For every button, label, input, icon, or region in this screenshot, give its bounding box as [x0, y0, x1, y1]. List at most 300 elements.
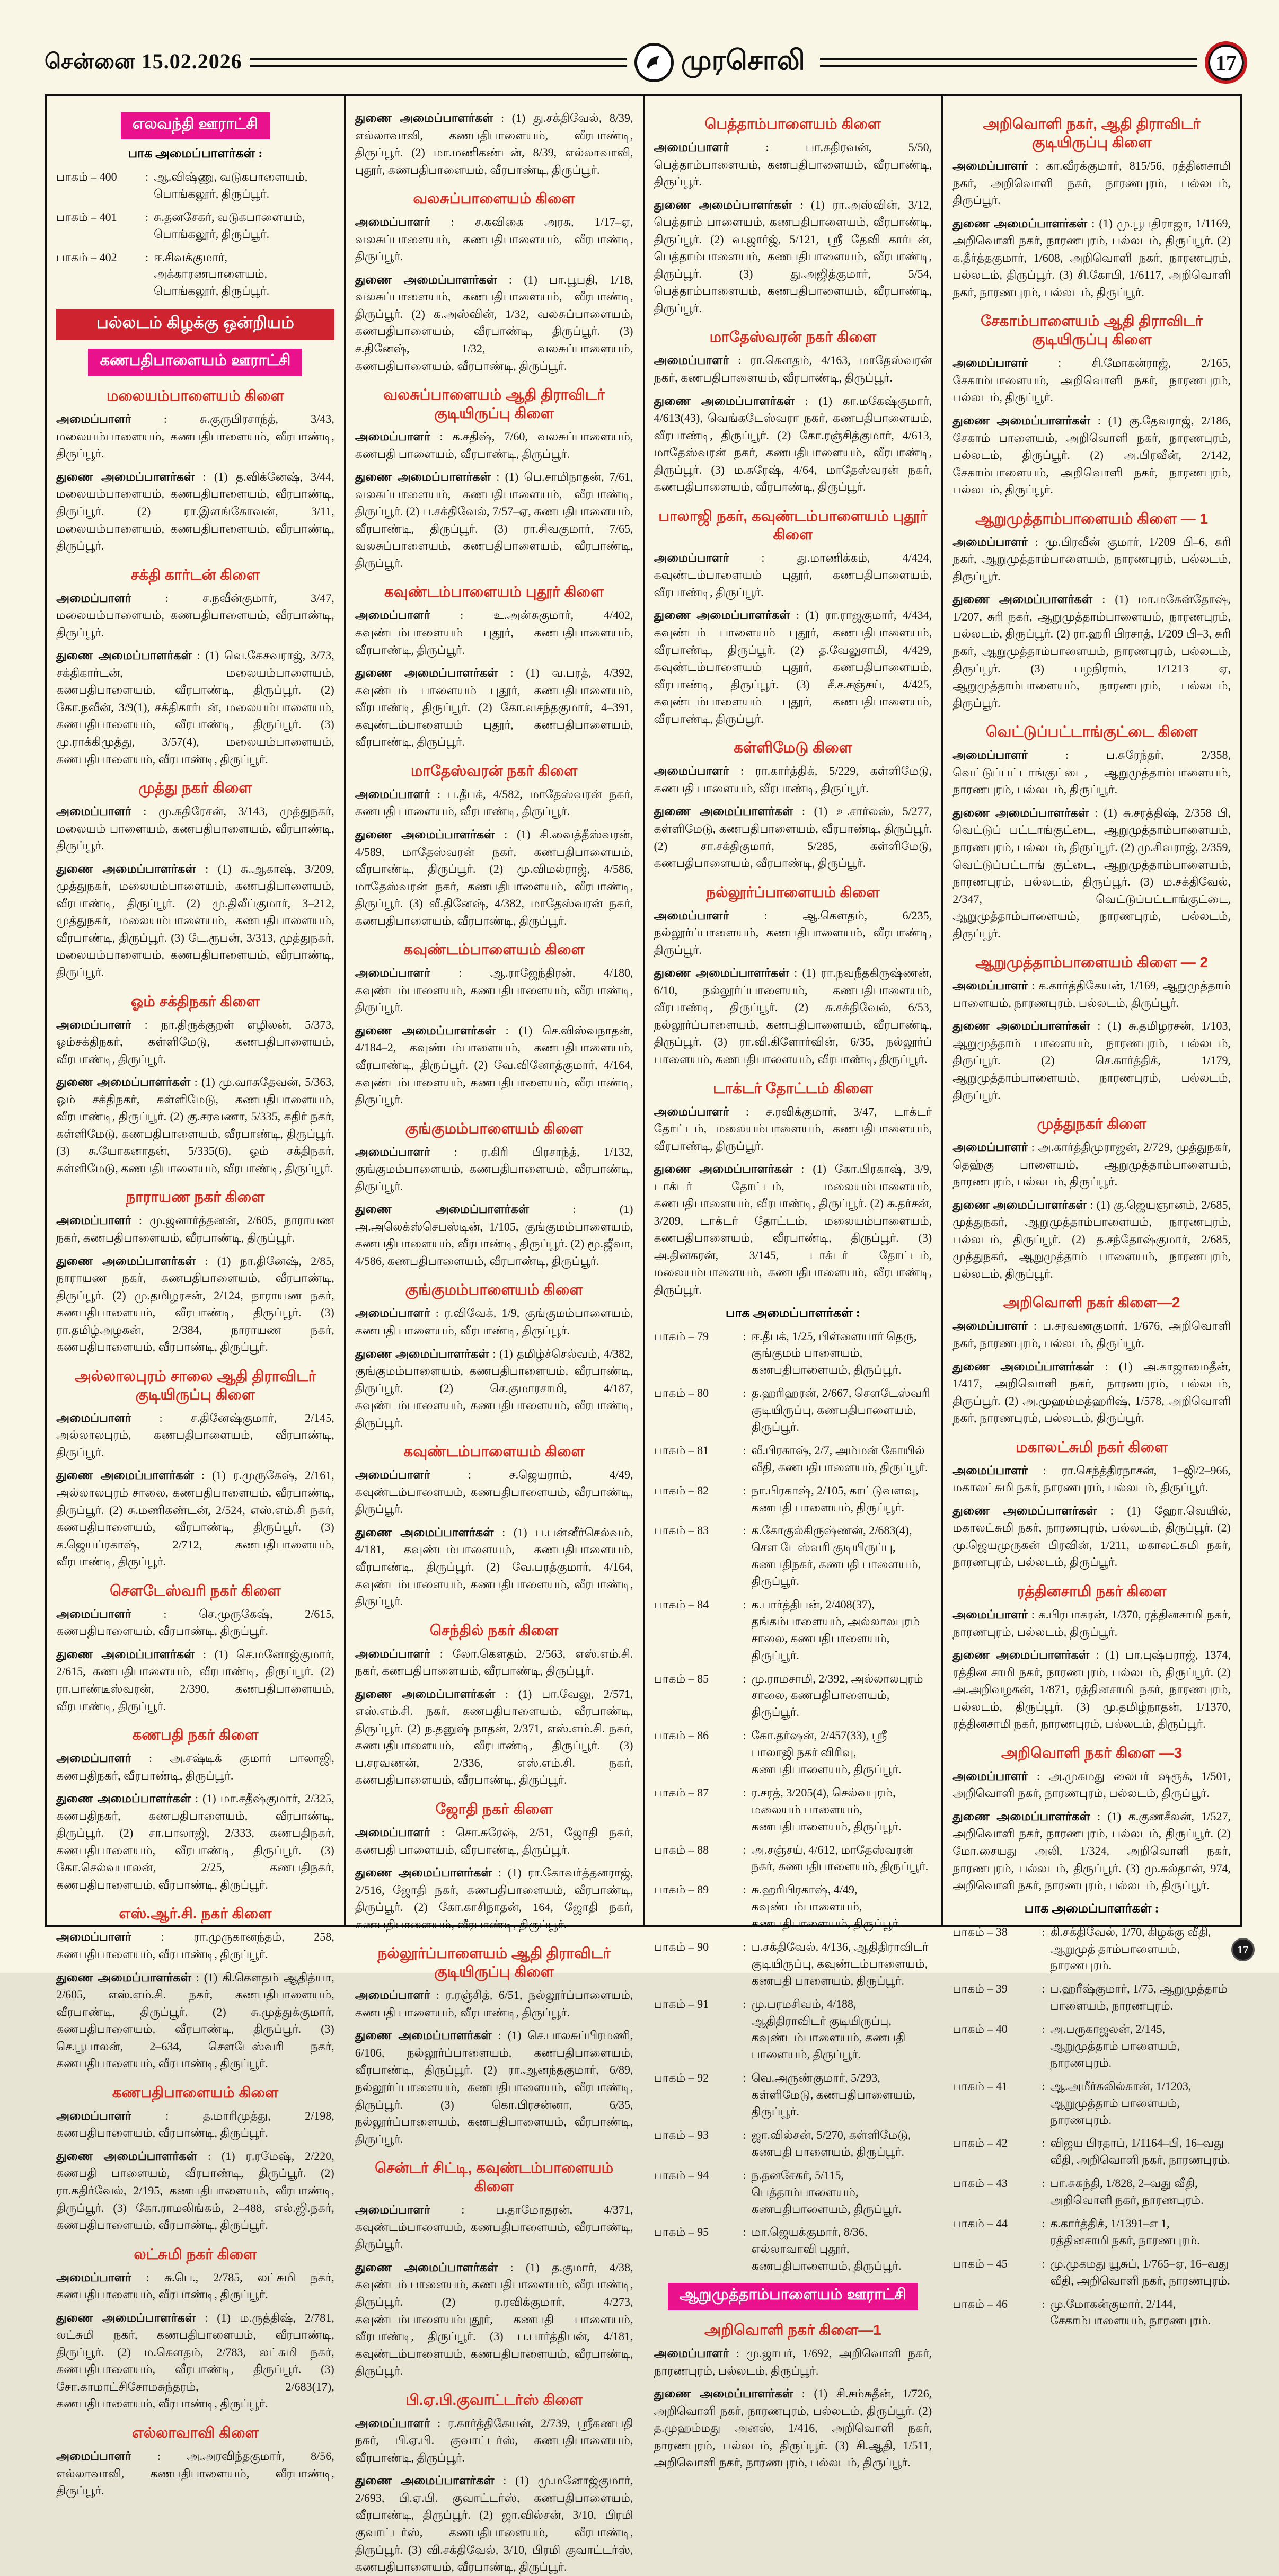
- officer-paragraph: [355, 1143, 633, 1196]
- officer-paragraph: [952, 1358, 1231, 1427]
- officer-details: : (1) சி.வைத்தீஸ்வரன், 4/589, மாதேஸ்வரன் நகர், கணபதிபாளையம், வீரபாண்டி, திருப்பூர். (2) மு.விமல்ராஜ், 4/586, மாதேஸ்வரன் நகர், கணபதிபாளையம், வீரபாண்டி, திருப்பூர். (3) வீ.தினேஷ், 4/382, மாதேஸ்வரன் நகர், கணபதிபாளையம், வீரபாண்டி, திருப்பூர்.: [355, 827, 633, 927]
- ward-number: பாகம் – 44: [952, 2217, 1008, 2230]
- branch-heading: குங்குமம்பாளையம் கிளை: [405, 1281, 583, 1298]
- officer-role-label: அமைப்பாளர்: [56, 1411, 131, 1424]
- ward-organiser-details: கோ.தர்ஷன், 2/457(33), ஸ்ரீ பாலாஜி நகர் விரிவு, கணபதிபாளையம், திருப்பூர்.: [751, 1729, 902, 1776]
- officer-role-label: துணை அமைப்பாளர்கள்: [952, 216, 1088, 230]
- ward-number: பாகம் – 46: [952, 2297, 1008, 2311]
- branch-heading: மலையம்பாளையம் கிளை: [106, 387, 284, 404]
- officer-role-label: துணை அமைப்பாளர்கள்: [355, 2474, 495, 2488]
- officer-role-label: அமைப்பாளர்: [654, 140, 729, 154]
- ward-organiser-details: கி.சக்திவேல், 1/70, கிழக்கு வீதி, ஆறுமுத் தாம்பாளையம், நாரணபுரம்.: [1050, 1925, 1211, 1972]
- officer-details: : மு.கதிரேசன், 3/143, முத்துநகர், மலையம் பாளையம், கணபதிபாளையம், வீரபாண்டி, திருப்பூர்.: [56, 804, 334, 853]
- ward-number: பாகம் – 86: [654, 1729, 709, 1742]
- branch-heading: வலசுப்பாளையம் ஆதி திராவிடர் குடியிருப்பு கிளை: [383, 386, 605, 422]
- ward-organiser-row: [654, 1596, 932, 1664]
- officer-details: : (1) ர.முருகேஷ், 2/161, அல்லாலபுரம் சாலை, கணபதிபாளையம், வீரபாண்டி, திருப்பூர். (2) சு.மணிகண்டன், 2/524, எஸ்.எம்.சி நகர், கணபதிபாளையம், வீரபாண்டி, திருப்பூர். (3) க.ஜெயப்ரகாஷ், 2/712, கணபதிபாளையம், வீரபாண்டி, திருப்பூர்.: [56, 1468, 334, 1569]
- ward-organiser-row: [654, 1727, 932, 1778]
- ward-organiser-row: [654, 1482, 932, 1516]
- officer-role-label: துணை அமைப்பாளர்கள்: [355, 272, 497, 286]
- officer-details: : மு.பிரவீன் குமார், 1/209 பி–6, சுரி நகர், ஆறுமுத்தாம்பாளையம், நாரணபுரம், பல்லடம், திருப்பூர்.: [952, 535, 1231, 583]
- officer-details: : (1) பெ.சாமிநாதன், 7/61, வலசுப்பாளையம், கணபதிபாளையம், வீரபாண்டி, திருப்பூர். (2) ப.சக்திவேல், 7/57–ஏ, கணபதிபாளையம், வீரபாண்டி, திருப்பூர். (3) ரா.சிவகுமார், 7/65, வலசுப்பாளையம், கணபதிபாளையம், வீரபாண்டி, திருப்பூர்.: [355, 470, 633, 570]
- officer-paragraph: [952, 1462, 1231, 1497]
- officer-paragraph: [355, 1200, 633, 1270]
- officer-paragraph: [56, 2269, 334, 2304]
- ward-organiser-row: [654, 1938, 932, 1989]
- ward-colon: :: [1042, 2022, 1045, 2036]
- ward-number: பாகம் – 92: [654, 2071, 709, 2085]
- officer-details: : ச.தினேஷ்குமார், 2/145, அல்லாலபுரம், கணபதிபாளையம், வீரபாண்டி, திருப்பூர்.: [56, 1411, 334, 1459]
- branch-heading: சேகாம்பாளையம் ஆதி திராவிடர் குடியிருப்பு கிளை: [981, 313, 1203, 348]
- ward-organiser-details: ஈ.சிவக்குமார், அக்காரணபாளையம், பொங்கலூர், திருப்பூர்.: [154, 250, 270, 298]
- officer-details: : உ.அன்சுகுமார், 4/402, கவுண்டம்பாளையம் புதூர், கணபதிபாளையம், வீரபாண்டி, திருப்பூர்.: [355, 608, 633, 657]
- branch-heading: நல்லூர்ப்பாளையம் கிளை: [706, 883, 880, 900]
- officer-details: : ஆ.ராஜேந்திரன், 4/180, கவுண்டம்பாளையம், கணபதிபாளையம், வீரபாண்டி, திருப்பூர்.: [355, 966, 633, 1014]
- officer-details: : ரா.கார்த்திக், 5/229, கள்ளிமேடு, கணபதி பாளையம், வீரபாண்டி, திருப்பூர்.: [654, 764, 932, 795]
- officer-role-label: அமைப்பாளர்: [56, 2270, 131, 2284]
- officer-paragraph: [56, 802, 334, 855]
- officer-role-label: துணை அமைப்பாளர்கள்: [355, 1866, 492, 1880]
- officer-paragraph: [952, 1502, 1231, 1571]
- officer-details: : ரா.கௌதம், 4/163, மாதேஸ்வரன் நகர், கணபதிபாளையம், வீரபாண்டி, திருப்பூர்.: [654, 353, 932, 385]
- officer-paragraph: [56, 1928, 334, 1963]
- ward-organiser-details: மு.பரமசிவம், 4/188, ஆதிதிராவிடர் குடியிருப்பு, கவுண்டம்பாளையம், கணபதி பாளையம், திருப்பூர்.: [751, 1997, 906, 2061]
- ward-colon: :: [743, 2168, 746, 2182]
- ward-colon: :: [743, 1483, 746, 1497]
- murasoli-logo-icon: [634, 43, 674, 82]
- officer-details: : (1) செ.மனோஜ்குமார், 2/615, கணபதிபாளையம், வீரபாண்டி, திருப்பூர். (2) ரா.பாண்டீஸ்வரன், 2/390, கணபதிபாளையம், வீரபாண்டி, திருப்பூர்.: [56, 1647, 334, 1713]
- officer-paragraph: [56, 1605, 334, 1640]
- branch-heading: நாராயண நகர் கிளை: [126, 1189, 265, 1206]
- officer-paragraph: [56, 1466, 334, 1570]
- branch-heading: ஆறுமுத்தாம்பாளையம் கிளை — 1: [975, 510, 1209, 527]
- officer-role-label: துணை அமைப்பாளர்கள்: [952, 1019, 1090, 1033]
- officer-paragraph: [355, 2259, 633, 2380]
- branch-heading: சென்டர் சிட்டி, கவுண்டம்பாளையம் கிளை: [375, 2159, 614, 2195]
- ward-organiser-details: ஈ.தீபக், 1/25, பிள்ளையார் தெரு, குங்குமம் பாளையம், கணபதிபாளையம், திருப்பூர்.: [751, 1329, 917, 1377]
- officer-role-label: துணை அமைப்பாளர்கள்: [654, 198, 792, 211]
- officer-role-label: அமைப்பாளர்: [355, 787, 430, 801]
- officer-role-label: துணை அமைப்பாளர்கள்: [952, 1198, 1087, 1211]
- officer-details: : பா.கதிரவன், 5/50, பெத்தாம்பாளையம், கணபதிபாளையம், வீரபாண்டி, திருப்பூர்.: [654, 140, 932, 189]
- officer-paragraph: [952, 412, 1231, 499]
- branch-heading: பி.ஏ.பி.குவாட்டர்ஸ் கிளை: [405, 2391, 583, 2408]
- officer-paragraph: [355, 213, 633, 265]
- officer-role-label: துணை அமைப்பாளர்கள்: [654, 608, 790, 622]
- ward-organiser-details: அ.சஞ்சய், 4/612, மாதேஸ்வரன் நகர், கணபதிபாளையம், திருப்பூர்.: [751, 1843, 929, 1873]
- officer-details: : (1) கோ.பிரகாஷ், 3/9, டாக்டர் தோட்டம், மலையம்பாளையம், கணபதிபாளையம், வீரபாண்டி, திருப்பூர். (2) சு.தர்சன், 3/209, டாக்டர் தோட்டம், மலையம்பாளையம், கணபதிபாளையம், வீரபாண்டி, திருப்பூர். (3) அ.தினகரன், 3/145, டாக்டர் தோட்டம், மலையம்பாளையம், கணபதிபாளையம், வீரபாண்டி, திருப்பூர்.: [654, 1162, 932, 1296]
- ward-organiser-details: வெ.அருண்குமார், 5/293, கள்ளிமேடு, கணபதிபாளையம், திருப்பூர்.: [751, 2071, 915, 2119]
- officer-paragraph: [56, 2147, 334, 2234]
- branch-heading: அல்லாலபுரம் சாலை ஆதி திராவிடர் குடியிருப்பு கிளை: [74, 1367, 316, 1403]
- branch-heading: எஸ்.ஆர்.சி. நகர் கிளை: [119, 1905, 272, 1922]
- ward-number: பாகம் – 400: [56, 170, 117, 183]
- branch-heading: கவுண்டம்பாளையம் கிளை: [403, 1443, 585, 1460]
- ward-colon: :: [145, 210, 149, 224]
- officer-details: : (1) து.சக்திவேல், 8/39, எல்லாவாவி, கணபதிபாளையம், வீரபாண்டி, திருப்பூர். (2) மா.மணிகண்டன், 8/39, எல்லாவாவி, புதூர், கணபதிபாளையம், வீரபாண்டி, திருப்பூர்.: [355, 111, 633, 176]
- ward-organiser-details: ப.சக்திவேல், 4/136, ஆதிதிராவிடர் குடியிருப்பு, கவுண்டம்பாளையம், கணபதி பாளையம், திருப்பூர்.: [751, 1940, 929, 1987]
- officer-paragraph: [654, 196, 932, 317]
- officer-paragraph: [654, 907, 932, 959]
- officer-role-label: அமைப்பாளர்: [952, 979, 1028, 993]
- officer-details: : (1) உ.சார்லஸ், 5/277, கள்ளிமேடு, கணபதிபாளையம், வீரபாண்டி, திருப்பூர். (2) சா.சக்திகுமார், 5/285, கள்ளிமேடு, கணபதிபாளையம், வீரபாண்டி, திருப்பூர்.: [654, 804, 932, 870]
- officer-paragraph: [355, 2026, 633, 2148]
- branch-heading: மாதேஸ்வரன் நகர் கிளை: [410, 762, 578, 779]
- officer-paragraph: [355, 1304, 633, 1339]
- officer-paragraph: [56, 1073, 334, 1177]
- officer-details: : (1) செ.விஸ்வநாதன், 4/184–2, கவுண்டம்பாளையம், கணபதிபாளையம், வீரபாண்டி, திருப்பூர். (2) வே.வினோத்குமார், 4/164, கவுண்டம்பாளையம், கணபதிபாளையம், வீரபாண்டி, திருப்பூர்.: [355, 1023, 633, 1106]
- officer-details: : ப.தாமோதரன், 4/371, கவுண்டம்பாளையம், கணபதிபாளையம், வீரபாண்டி, திருப்பூர்.: [355, 2203, 633, 2251]
- officer-paragraph: [56, 860, 334, 981]
- ward-organiser-row: [56, 209, 334, 243]
- officer-role-label: துணை அமைப்பாளர்கள்: [56, 1792, 191, 1805]
- officer-paragraph: [355, 2414, 633, 2467]
- officer-details: : மு.ஜாபர், 1/692, அறிவொளி நகர், நாரணபுரம், பல்லடம், திருப்பூர்.: [654, 2347, 932, 2377]
- ward-organiser-details: ப.ஹரீஷ்குமார், 1/75, ஆறுமுத்தாம் பாளையம், நாரணபுரம்.: [1050, 1982, 1228, 2013]
- officer-details: : (1) வ.பரத், 4/392, கவுண்டம் பாளையம் புதூர், கணபதிபாளையம், வீரபாண்டி, திருப்பூர். (2) கோ.வசந்தகுமார், 4–391, கவுண்டம்பாளையம் புதூர், கணபதிபாளையம், வீரபாண்டி, திருப்பூர்.: [355, 666, 633, 749]
- officer-details: : சி.மோகன்ராஜ், 2/165, சேகாம்பாளையம், அறிவொளி நகர், நாரணபுரம், பல்லடம், திருப்பூர்.: [952, 356, 1231, 404]
- officer-paragraph: [654, 1103, 932, 1155]
- officer-paragraph: [355, 826, 633, 930]
- ward-colon: :: [1042, 2297, 1045, 2311]
- branch-heading: டாக்டர் தோட்டம் கிளை: [712, 1079, 873, 1096]
- officer-details: : (1) அ.அலெக்ஸ்செபஸ்டின், 1/105, குங்குமம்பாளையம், கணபதிபாளையம், வீரபாண்டி, திருப்பூர். (2) மூ.ஜீவா, 4/586, கணபதிபாளையம், வீரபாண்டி, திருப்பூர்.: [355, 1202, 633, 1268]
- ward-number: பாகம் – 80: [654, 1386, 709, 1400]
- officer-paragraph: [355, 606, 633, 659]
- branch-heading: வெட்டுப்பட்டாங்குட்டை கிளை: [985, 723, 1198, 740]
- officer-details: : சொ.சுரேஷ், 2/51, ஜோதி நகர், கணபதி பாளையம், வீரபாண்டி, திருப்பூர்.: [355, 1826, 633, 1856]
- officer-paragraph: [654, 351, 932, 386]
- branch-heading: கவுண்டம்பாளையம் கிளை: [403, 941, 585, 958]
- officer-details: : செ.முருகேஷ், 2/615, கணபதிபாளையம், வீரபாண்டி, திருப்பூர்.: [56, 1607, 334, 1638]
- officer-details: : (1) செ.பாலசுப்பிரமணி, 6/106, நல்லூர்ப்பாளையம், கணபதிபாளையம், வீரபாண்டி, திருப்பூர். (2) ரா.ஆனந்தகுமார், 6/89, நல்லூர்ப்பாளையம், கணபதிபாளையம், வீரபாண்டி, திருப்பூர். (3) கொ.பிரசன்னா, 6/35, நல்லூர்ப்பாளையம், கணபதிபாளையம், வீரபாண்டி, திருப்பூர்.: [355, 2029, 633, 2146]
- officer-paragraph: [355, 1864, 633, 1933]
- ward-organiser-row: [654, 2167, 932, 2218]
- officer-role-label: அமைப்பாளர்: [56, 591, 131, 605]
- officer-role-label: துணை அமைப்பாளர்கள்: [355, 1023, 496, 1037]
- union-banner: பல்லடம் கிழக்கு ஒன்றியம்: [56, 309, 334, 340]
- branch-heading: குங்குமம்பாளையம் கிளை: [405, 1120, 583, 1137]
- ward-organiser-details: க.கார்த்திக், 1/1391–எ 1, ரத்தினசாமி நகர், நாரணபுரம்.: [1050, 2217, 1200, 2247]
- officer-role-label: துணை அமைப்பாளர்கள்: [654, 966, 789, 980]
- ward-organiser-details: மு.மோகன்குமார், 2/144, சேகாம்பாளையம், நாரணபுரம்.: [1050, 2297, 1211, 2327]
- officer-paragraph: [355, 1986, 633, 2021]
- officer-details: : ர.கார்த்திகேயன், 2/739, ஸ்ரீகணபதி நகர், பி.ஏ.பி. குவாட்டர்ஸ், கணபதிபாளையம், வீரபாண்டி, திருப்பூர்.: [355, 2416, 633, 2464]
- ward-colon: :: [1042, 1982, 1045, 1996]
- officer-details: : (1) கா.மகேஷ்குமார், 4/613(43), வெங்கடேஸ்வரா நகர், கணபதிபாளையம், வீரபாண்டி, திருப்பூர். (2) கோ.ரஞ்சித்குமார், 4/613, மாதேஸ்வரன் நகர், கணபதிபாளையம், வீரபாண்டி, திருப்பூர். (3) ம.சுரேஷ், 4/64, மாதேஸ்வரன் நகர், கணபதிபாளையம், வீரபாண்டி, திருப்பூர்.: [654, 394, 932, 494]
- ward-number: பாகம் – 91: [654, 1997, 709, 2011]
- ward-colon: :: [1042, 2079, 1045, 2093]
- officer-details: : அ.அரவிந்தகுமார், 8/56, எல்லாவாவி, கணபதிபாளையம், வீரபாண்டி, திருப்பூர்.: [56, 2449, 334, 2498]
- officer-details: : (1) ப.பன்னீர்செல்வம், 4/181, கவுண்டம்பாளையம், கணபதிபாளையம், வீரபாண்டி, திருப்பூர். (2) வே.பரத்குமார், 4/164, கவுண்டம்பாளையம், கணபதிபாளையம், வீரபாண்டி, திருப்பூர்.: [355, 1525, 633, 1608]
- panchayat-banner: கணபதிபாளையம் ஊராட்சி: [88, 349, 302, 376]
- officer-details: : ர.ரஞ்சித், 6/51, நல்லூர்ப்பாளையம், கணபதி பாளையம், வீரபாண்டி, திருப்பூர்.: [355, 1988, 633, 2019]
- officer-paragraph: [56, 647, 334, 768]
- ward-number: பாகம் – 43: [952, 2176, 1008, 2190]
- ward-colon: :: [743, 1785, 746, 1799]
- ward-colon: :: [743, 2225, 746, 2239]
- officer-role-label: துணை அமைப்பாளர்கள்: [56, 1254, 196, 1268]
- ward-organiser-row: [56, 169, 334, 202]
- officer-role-label: துணை அமைப்பாளர்கள்: [56, 2311, 196, 2324]
- ward-organiser-row: [654, 2224, 932, 2274]
- officer-paragraph: [355, 964, 633, 1016]
- officer-details: : (1) ரா.கோவர்த்தனராஜ், 2/516, ஜோதி நகர், கணபதிபாளையம், வீரபாண்டி, திருப்பூர். (2) கோ.காசிநாதன், 164, ஜோதி நகர், கணபதிபாளையம், வீரபாண்டி, திருப்பூர்.: [355, 1866, 633, 1931]
- officer-role-label: துணை அமைப்பாளர்கள்: [355, 1525, 494, 1539]
- ward-colon: :: [743, 1940, 746, 1954]
- panchayat-banner: ஆறுமுத்தாம்பாளையம் ஊராட்சி: [668, 2283, 918, 2310]
- officer-role-label: அமைப்பாளர்: [56, 804, 131, 818]
- officer-paragraph: [355, 468, 633, 572]
- officer-role-label: அமைப்பாளர்: [355, 1646, 430, 1660]
- officer-role-label: துணை அமைப்பாளர்கள்: [355, 827, 495, 841]
- officer-details: : அ.முகமது லைபர் ஷரூக், 1/501, அறிவொளி நகர், நாரணபுரம், பல்லடம், திருப்பூர்.: [952, 1769, 1231, 1800]
- branch-heading: ரத்தினசாமி நகர் கிளை: [1017, 1583, 1167, 1599]
- content-columns: [45, 94, 1242, 2574]
- officer-role-label: துணை அமைப்பாளர்கள்: [355, 666, 498, 680]
- officer-paragraph: [56, 2309, 334, 2413]
- officer-role-label: அமைப்பாளர்: [952, 159, 1028, 172]
- officer-paragraph: [654, 138, 932, 191]
- ward-colon: :: [1042, 2256, 1045, 2270]
- header-rule-left: [250, 58, 627, 67]
- ward-organiser-row: [654, 1328, 932, 1379]
- branch-heading: அறிவொளி நகர் கிளை—2: [1003, 1294, 1180, 1311]
- ward-number: பாகம் – 89: [654, 1883, 709, 1897]
- officer-role-label: துணை அமைப்பாளர்கள்: [654, 1162, 793, 1176]
- officer-paragraph: [654, 392, 932, 496]
- section-label: பாக அமைப்பாளர்கள் :: [1024, 1901, 1159, 1916]
- officer-paragraph: [56, 1016, 334, 1068]
- officer-paragraph: [56, 2447, 334, 2500]
- officer-details: : ச.நவீன்குமார், 3/47, மலையம்பாளையம், கணபதிபாளையம், வீரபாண்டி, திருப்பூர்.: [56, 591, 334, 639]
- ward-organiser-row: [952, 2215, 1231, 2249]
- officer-details: : (1) மு.மனோஜ்குமார், 2/693, பி.ஏ.பி. குவாட்டர்ஸ், கணபதிபாளையம், வீரபாண்டி, திருப்பூர். (2) ஜா.வில்சன், 3/10, பிரமி குவாட்டர்ஸ், கணபதிபாளையம், வீரபாண்டி, திருப்பூர். (3) வி.சக்திவேல், 3/10, பிரமி குவாட்டர்ஸ், கணபதிபாளையம், வீரபாண்டி, திருப்பூர்.: [355, 2474, 633, 2574]
- ward-number: பாகம் – 45: [952, 2256, 1008, 2270]
- officer-details: : ர.விவேக், 1/9, குங்குமம்பாளையம், கணபதி பாளையம், வீரபாண்டி, திருப்பூர்.: [355, 1306, 633, 1337]
- officer-role-label: அமைப்பாளர்: [952, 535, 1028, 548]
- officer-details: : து.மாணிக்கம், 4/424, கவுண்டம்பாளையம் புதூர், கணபதிபாளையம், வீரபாண்டி, திருப்பூர்.: [654, 551, 932, 599]
- officer-details: : (1) கு.தேவராஜ், 2/186, சேகாம் பாளையம், அறிவொளி நகர், நாரணபுரம், பல்லடம், திருப்பூர். (2) அ.பிரவீன், 2/142, சேகாம்பாளையம், அறிவொளி நகர், நாரணபுரம், பல்லடம், திருப்பூர்.: [952, 414, 1231, 497]
- ward-organiser-details: வீ.பிரகாஷ், 2/7, அம்மன் கோயில் வீதி, கணபதிபாளையம், திருப்பூர்.: [751, 1443, 928, 1474]
- officer-details: : (1) ரா.ராஜகுமார், 4/434, கவுண்டம் பாளையம் புதூர், கணபதிபாளையம், வீரபாண்டி, திருப்பூர். (2) த.வேலுசாமி, 4/429, கவுண்டம்பாளையம் புதூர், கணபதிபாளையம், வீரபாண்டி, திருப்பூர். (3) சீ.ச.சஞ்சய், 4/425, கவுண்டம்பாளையம் புதூர், கணபதிபாளையம், வீரபாண்டி, திருப்பூர்.: [654, 608, 932, 725]
- officer-role-label: அமைப்பாளர்: [355, 2416, 430, 2430]
- officer-details: : (1) சு.சரத்திஷ், 2/358 பி, வெட்டுப் பட்டாங்குட்டை, ஆறுமுத்தாம்பாளையம், நாரணபுரம், பல்லடம், திருப்பூர். (2) மு.சிவராஜ், 2/359, வெட்டுப்பட்டாங் குட்டை, ஆறுமுத்தாம்பாளையம், நாரணபுரம், பல்லடம், திருப்பூர். (3) ம.சக்திவேல், 2/347, வெட்டுப்பட்டாங்குட்டை, ஆறுமுத்தாம்பாளையம், நாரணபுரம், பல்லடம், திருப்பூர்.: [952, 805, 1231, 940]
- officer-details: : (1) பா.புஷ்பராஜ், 1374, ரத்தின சாமி நகர், நாரணபுரம், பல்லடம், திருப்பூர். (2) அ.அறிவழகன், 1/871, ரத்தினசாமி நகர், நாரணபுரம், பல்லடம், திருப்பூர். (3) மு.தமிழ்நாதன், 1/1370, ரத்தினசாமி நகர், நாரணபுரம், பல்லடம், திருப்பூர்.: [952, 1648, 1231, 1731]
- officer-paragraph: [355, 271, 633, 375]
- ward-organiser-details: க.பார்த்திபன், 2/408(37), தங்கம்பாளையம், அல்லாலபுரம் சாலை, கணபதிபாளையம், திருப்பூர்.: [751, 1598, 920, 1662]
- officer-paragraph: [355, 1645, 633, 1680]
- ward-number: பாகம் – 94: [654, 2168, 709, 2182]
- branch-heading: முத்து நகர் கிளை: [138, 780, 252, 796]
- officer-paragraph: [355, 428, 633, 463]
- officer-paragraph: [56, 1969, 334, 2073]
- officer-details: : நா.திருக்குறள் எழிலன், 5/373, ஓம்சக்திநகர், கள்ளிமேடு, கணபதிபாளையம், வீரபாண்டி, திருப்பூர்.: [56, 1017, 334, 1066]
- branch-heading: எல்லாவாவி கிளை: [132, 2424, 259, 2441]
- ward-number: பாகம் – 79: [654, 1329, 709, 1343]
- officer-details: : (1) த.குமார், 4/38, கவுண்டம் பாளையம், கணபதிபாளையம், வீரபாண்டி, திருப்பூர். (2) ர.ரவிக்குமார், 4/273, கவுண்டம்பாளையம்புதூர், கணபதி பாளையம், வீரபாண்டி, திருப்பூர். (3) ப.பார்த்திபன், 4/181, கவுண்டம்பாளையம், கணபதிபாளையம், வீரபாண்டி, திருப்பூர்.: [355, 2260, 633, 2378]
- column-2: [346, 96, 645, 2574]
- officer-role-label: துணை அமைப்பாளர்கள்: [654, 804, 793, 818]
- ward-colon: :: [1042, 2217, 1045, 2230]
- branch-heading: அறிவொளி நகர், ஆதி திராவிடர் குடியிருப்பு கிளை: [983, 116, 1201, 151]
- officer-details: : (1) மு.வாசுதேவன், 5/363, ஓம் சக்திநகர், கள்ளிமேடு, கணபதிபாளையம், வீரபாண்டி, திருப்பூர். (2) கு.சரவணா, 5/335, கதிர் நகர், கள்ளிமேடு, கணபதிபாளையம், வீரபாண்டி, திருப்பூர். (3) சு.யோகனாதன், 5/335(6), ஓம் சக்திநகர், கள்ளிமேடு, கணபதிபாளையம், வீரபாண்டி, திருப்பூர்.: [56, 1075, 334, 1175]
- officer-paragraph: [56, 1645, 334, 1715]
- ward-organiser-details: ந.தனசேகர், 5/115, பெத்தாம்பாளையம், கணபதிபாளையம், திருப்பூர்.: [751, 2168, 902, 2216]
- branch-heading: நல்லூர்ப்பாளையம் ஆதி திராவிடர் குடியிருப்பு கிளை: [377, 1945, 611, 1980]
- officer-role-label: துணை அமைப்பாளர்கள்: [355, 1687, 496, 1701]
- officer-role-label: அமைப்பாளர்: [56, 1607, 131, 1621]
- officer-paragraph: [654, 802, 932, 872]
- ward-colon: :: [743, 1729, 746, 1742]
- officer-paragraph: [654, 1160, 932, 1298]
- officer-role-label: அமைப்பாளர்: [355, 1306, 430, 1320]
- section-label: பாக அமைப்பாளர்கள் :: [128, 147, 263, 161]
- officer-role-label: துணை அமைப்பாளர்கள்: [56, 862, 196, 875]
- ward-organiser-details: ஆ.விஷ்ணு, வடுகபாளையம், பொங்கலூர், திருப்பூர்.: [154, 170, 308, 200]
- officer-role-label: அமைப்பாளர்: [355, 966, 430, 980]
- officer-paragraph: [952, 1767, 1231, 1802]
- footer-page-number: 17: [1231, 1938, 1255, 1961]
- ward-number: பாகம் – 42: [952, 2136, 1008, 2150]
- officer-details: : (1) பா.பூபதி, 1/18, வலசுப்பாளையம், கணபதிபாளையம், வீரபாண்டி, திருப்பூர். (2) க.அஸ்வின், 1/32, வலசுப்பாளையம், கணபதிபாளையம், வீரபாண்டி, திருப்பூர். (3) ச.தினேஷ், 1/32, வலசுப்பாளையம், கணபதிபாளையம், வீரபாண்டி, திருப்பூர்.: [355, 272, 633, 373]
- branch-heading: கணபதிபாளையம் கிளை: [112, 2084, 279, 2101]
- branch-heading: கவுண்டம்பாளையம் புதூர் கிளை: [384, 583, 604, 600]
- officer-role-label: துணை அமைப்பாளர்கள்: [355, 1202, 530, 1216]
- ward-organiser-row: [952, 2255, 1231, 2289]
- officer-details: : (1) அ.காஜாமைதீன், 1/417, அறிவொளி நகர், நாரணபுரம், பல்லடம், திருப்பூர். (2) அ.முஹம்மத்ஹரிஷ், 1/578, அறிவொளி நகர், நாரணபுரம், பல்லடம், திருப்பூர்.: [952, 1359, 1231, 1425]
- panchayat-banner-wrap: [56, 349, 334, 376]
- officer-paragraph: [56, 468, 334, 555]
- ward-number: பாகம் – 81: [654, 1443, 709, 1457]
- officer-paragraph: [355, 785, 633, 820]
- ward-colon: :: [145, 250, 149, 264]
- officer-role-label: அமைப்பாளர்: [355, 2203, 430, 2217]
- branch-heading: முத்துநகர் கிளை: [1037, 1116, 1146, 1132]
- officer-role-label: அமைப்பாளர்: [355, 430, 430, 444]
- ward-colon: :: [743, 2071, 746, 2085]
- panchayat-banner-wrap: [654, 2283, 932, 2310]
- header-rule-right: [820, 58, 1197, 67]
- officer-details: : மு.ஜனார்த்தனன், 2/605, நாராயண நகர், கணபதிபாளையம், வீரபாண்டி, திருப்பூர்.: [56, 1214, 334, 1245]
- officer-details: : (1) சு.ஆகாஷ், 3/209, முத்துநகர், மலையம்பாளையம், கணபதிபாளையம், வீரபாண்டி, திருப்பூர். (2) மு.திலீப்குமார், 3–212, முத்துநகர், மலையம்பாளையம், கணபதிபாளையம், வீரபாண்டி, திருப்பூர். (3) டே.ரூபன், 3/313, முத்துநகர், மலையம்பாளையம், கணபதிபாளையம், வீரபாண்டி, திருப்பூர்.: [56, 862, 334, 979]
- ward-number: பாகம் – 82: [654, 1483, 709, 1497]
- ward-organiser-row: [952, 2296, 1231, 2330]
- officer-role-label: அமைப்பாளர்: [654, 908, 729, 922]
- officer-details: : ப.சரவணகுமார், 1/676, அறிவொளி நகர், நாரணபுரம், பல்லடம், திருப்பூர்.: [952, 1319, 1231, 1350]
- ward-colon: :: [743, 1997, 746, 2011]
- officer-paragraph: [952, 1196, 1231, 1283]
- ward-organiser-row: [654, 1670, 932, 1721]
- officer-paragraph: [654, 549, 932, 601]
- officer-paragraph: [952, 1138, 1231, 1191]
- officer-details: : க.சதிஷ், 7/60, வலசுப்பாளையம், கணபதி பாளையம், வீரபாண்டி, திருப்பூர்.: [355, 430, 633, 461]
- officer-paragraph: [952, 1017, 1231, 1104]
- officer-paragraph: [56, 1211, 334, 1246]
- officer-details: : லோ.கௌதம், 2/563, எஸ்.எம்.சி. நகர், கணபதிபாளையம், வீரபாண்டி, திருப்பூர்.: [355, 1646, 633, 1678]
- officer-details: : ரா.செந்த்திரநாசன், 1–ஜி/2–966, மகாலட்சுமி நகர், நாரணபுரம், பல்லடம், திருப்பூர்.: [952, 1463, 1231, 1494]
- officer-paragraph: [355, 1466, 633, 1518]
- officer-role-label: அமைப்பாளர்: [355, 1988, 430, 2002]
- ward-organiser-details: மு.முகமது யூசுப், 1/765–ஏ, 16–வது வீதி, அறிவொளி நகர், நாரணபுரம்.: [1050, 2256, 1230, 2287]
- officer-details: : க.பிரபாகரன், 1/370, ரத்தினசாமி நகர், நாரணபுரம், பல்லடம், திருப்பூர்.: [952, 1608, 1231, 1639]
- officer-details: : (1) ரா.அஸ்வின், 3/12, பெத்தாம் பாளையம், கணபதிபாளையம், வீரபாண்டி, திருப்பூர். (2) வ.ஜார்ஜ், 5/121, ஸ்ரீ தேவி கார்டன், பெத்தாம்பாளையம், கணபதிபாளையம், வீரபாண்டி, திருப்பூர். (3) து.அஜித்குமார், 5/54, பெத்தாம்பாளையம், கணபதிபாளையம், வீரபாண்டி, திருப்பூர்.: [654, 198, 932, 315]
- officer-details: : சு.குருபிரசாந்த், 3/43, மலையம்பாளையம், கணபதிபாளையம், வீரபாண்டி, திருப்பூர்.: [56, 412, 334, 461]
- officer-paragraph: [952, 1808, 1231, 1895]
- officer-details: : அ.கார்த்திமுராஜன், 2/729, முத்துநகர், தெஹ்கு பாளையம், ஆறுமுத்தாம்பாளையம், நாரணபுரம், பல்லடம், திருப்பூர்.: [952, 1140, 1231, 1189]
- ward-organiser-details: சு.ஹரிபிரகாஷ், 4/49, கவுண்டம்பாளையம், கணபதிபாளையம், திருப்பூர்.: [751, 1883, 902, 1931]
- officer-paragraph: [952, 1317, 1231, 1352]
- ward-colon: :: [743, 2128, 746, 2141]
- ward-organiser-row: [654, 1784, 932, 1835]
- officer-role-label: துணை அமைப்பாளர்கள்: [56, 1970, 191, 1984]
- ward-number: பாகம் – 83: [654, 1524, 709, 1537]
- officer-details: : ப.தீபக், 4/582, மாதேஸ்வரன் நகர், கணபதி பாளையம், வீரபாண்டி, திருப்பூர்.: [355, 787, 633, 818]
- officer-role-label: அமைப்பாளர்: [56, 1214, 131, 1227]
- officer-details: : ச.கவிகை அரசு, 1/17–ஏ, வலசுப்பாளையம், கணபதிபாளையம், வீரபாண்டி, திருப்பூர்.: [355, 215, 633, 263]
- ward-organiser-details: பா.சுகந்தி, 1/828, 2–வது வீதி, அறிவொளி நகர், நாரணபுரம்.: [1050, 2176, 1204, 2207]
- ward-organiser-row: [56, 249, 334, 300]
- officer-paragraph: [952, 533, 1231, 586]
- ward-organiser-details: ர.சரத், 3/205(4), செல்வபுரம், மலையம் பாளையம், கணபதிபாளையம், திருப்பூர்.: [751, 1785, 902, 1833]
- column-1: [47, 96, 346, 2498]
- ward-organiser-row: [952, 2175, 1231, 2209]
- officer-paragraph: [355, 2201, 633, 2253]
- officer-details: : (1) கி.கௌதம் ஆதித்யா, 2/605, எஸ்.எம்.சி. நகர், கணபதிபாளையம், வீரபாண்டி, திருப்பூர். (2) சு.முத்துக்குமார், கணபதிபாளையம், வீரபாண்டி, திருப்பூர். (3) செ.பூபாலன், 2–634, சௌடேஸ்வரி நகர், கணபதிபாளையம், வீரபாண்டி, திருப்பூர்.: [56, 1970, 334, 2070]
- officer-role-label: துணை அமைப்பாளர்கள்: [654, 394, 795, 408]
- branch-heading: அறிவொளி நகர் கிளை —3: [1001, 1744, 1183, 1761]
- officer-paragraph: [56, 1409, 334, 1462]
- branch-heading: ஜோதி நகர் கிளை: [435, 1801, 553, 1818]
- officer-role-label: அமைப்பாளர்: [654, 551, 729, 564]
- ward-organiser-details: ஜா.வில்சன், 5/270, கள்ளிமேடு, கணபதி பாளையம், திருப்பூர்.: [751, 2128, 911, 2158]
- officer-role-label: துணை அமைப்பாளர்கள்: [56, 1075, 191, 1089]
- officer-role-label: அமைப்பாளர்: [952, 748, 1028, 762]
- ward-organiser-row: [952, 1924, 1231, 1975]
- ward-organiser-details: க.கோகுல்கிருஷ்ணன், 2/683(4), சௌ டேஸ்வரி குடியிருப்பு, கணபதிநகர், கணபதி பாளையம், திருப்பூர்.: [751, 1524, 921, 1588]
- officer-details: : (1) சு.தமிழரசன், 1/103, ஆறுமுத்தாம் பாளையம், நாரணபுரம், பல்லடம், திருப்பூர். (2) செ.கார்த்திக், 1/179, ஆறுமுத்தாம்பாளையம், நாரணபுரம், பல்லடம், திருப்பூர்.: [952, 1019, 1231, 1102]
- officer-details: : ரா.முருகானந்தம், 258, கணபதிபாளையம், வீரபாண்டி, திருப்பூர்.: [56, 1930, 334, 1961]
- officer-details: : ஆ.கௌதம், 6/235, நல்லூர்ப்பாளையம், கணபதிபாளையம், வீரபாண்டி, திருப்பூர்.: [654, 908, 932, 957]
- branch-heading: லட்சுமி நகர் கிளை: [134, 2245, 257, 2262]
- ward-number: பாகம் – 84: [654, 1598, 709, 1611]
- branch-heading: அறிவொளி நகர் கிளை—1: [704, 2322, 881, 2339]
- officer-details: : (1) வெ.கேசவராஜ், 3/73, சக்திகார்டன், மலையம்பாளையம், கணபதிபாளையம், வீரபாண்டி, திருப்பூர். (2) கோ.நவீன், 3/9(1), சக்திகார்டன், மலையம்பாளையம், கணபதிபாளையம், வீரபாண்டி, திருப்பூர். (3) மு.ராக்கிமுத்து, 3/57(4), மலையம்பாளையம், கணபதிபாளையம், வீரபாண்டி, திருப்பூர்.: [56, 649, 334, 766]
- officer-paragraph: [355, 1524, 633, 1610]
- officer-role-label: அமைப்பாளர்: [355, 1468, 430, 1482]
- officer-paragraph: [952, 746, 1231, 799]
- column-4: [943, 96, 1240, 2327]
- officer-role-label: அமைப்பாளர்: [952, 356, 1028, 370]
- officer-role-label: துணை அமைப்பாளர்கள்: [952, 1809, 1090, 1823]
- ward-number: பாகம் – 87: [654, 1785, 709, 1799]
- officer-role-label: துணை அமைப்பாளர்கள்: [952, 1359, 1094, 1373]
- branch-heading: கள்ளிமேடு கிளை: [733, 739, 852, 756]
- officer-paragraph: [355, 1685, 633, 1789]
- ward-number: பாகம் – 401: [56, 210, 117, 224]
- branch-heading: மகாலட்சுமி நகர் கிளை: [1016, 1438, 1168, 1455]
- ward-number: பாகம் – 38: [952, 1925, 1008, 1938]
- officer-paragraph: [654, 964, 932, 1068]
- officer-details: : (1) ர.ரமேஷ், 2/220, கணபதி பாளையம், வீரபாண்டி, திருப்பூர். (2) ரா.கதிர்வேல், 2/195, கணபதிபாளையம், வீரபாண்டி, திருப்பூர். (3) கோ.ராமலிங்கம், 2–488, எல்.ஜி.நகர், கணபதிபாளையம், வீரபாண்டி, திருப்பூர்.: [56, 2149, 334, 2232]
- officer-details: : (1) மா.சதீஷ்குமார், 2/325, கணபதிநகர், கணபதிபாளையம், வீரபாண்டி, திருப்பூர். (2) சா.பாலாஜி, 2/333, கணபதிநகர், கணபதிபாளையம், வீரபாண்டி, திருப்பூர். (3) கோ.செல்வபாலன், 2/25, கணபதிநகர், கணபதிபாளையம், வீரபாண்டி, திருப்பூர்.: [56, 1792, 334, 1891]
- officer-paragraph: [952, 157, 1231, 209]
- branch-heading: சௌடேஸ்வரி நகர் கிளை: [110, 1582, 281, 1599]
- ward-organiser-row: [654, 1881, 932, 1932]
- ward-organiser-details: சு.தனசேகர், வடுகபாளையம், பொங்கலூர், திருப்பூர்.: [154, 210, 305, 241]
- officer-details: : (1) த.விக்னேஷ், 3/44, மலையம்பாளையம், கணபதிபாளையம், வீரபாண்டி, திருப்பூர். (2) ரா.இளங்கோவன், 3/11, மலையம்பாளையம், கணபதிபாளையம், வீரபாண்டி, திருப்பூர்.: [56, 470, 334, 553]
- officer-paragraph: [355, 1823, 633, 1858]
